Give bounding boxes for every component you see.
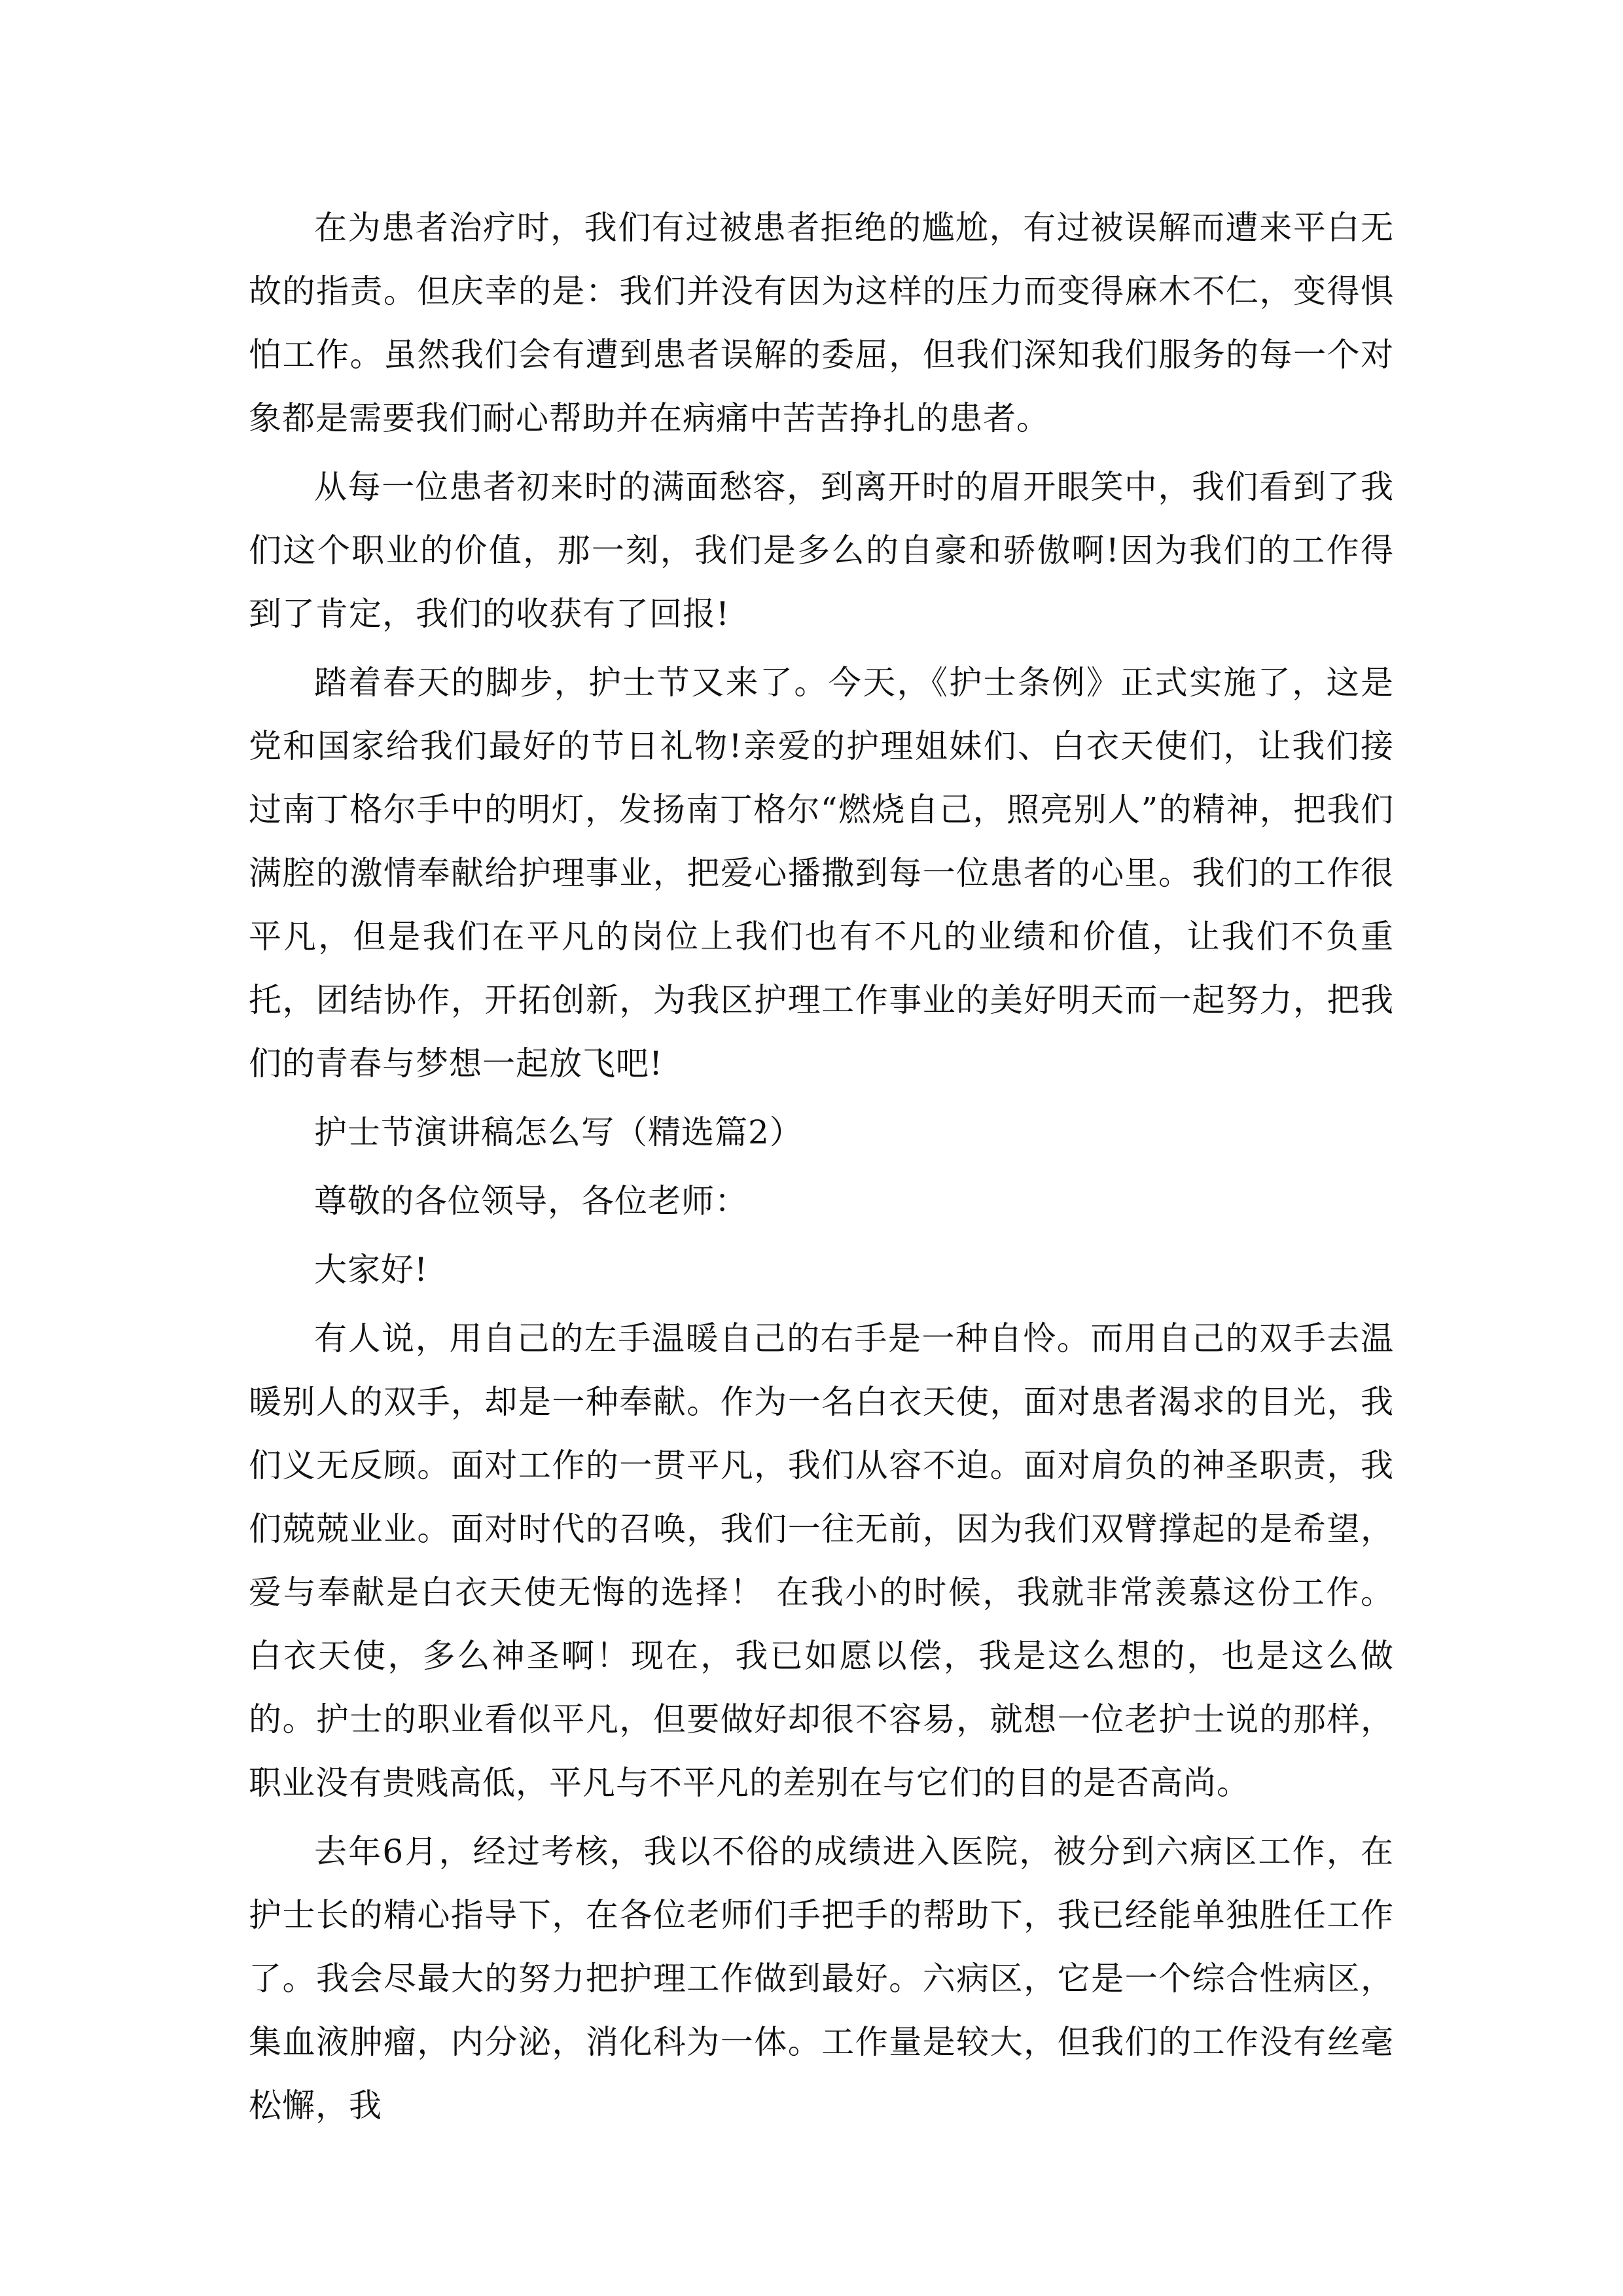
document-body [249, 196, 1394, 2138]
section-heading: 护士节演讲稿怎么写（精选篇2） [314, 1113, 803, 1151]
paragraph-1: 在为患者治疗时，我们有过被患者拒绝的尴尬，有过被误解而遭来平白无故的指责。但庆幸的是：我们并没有因为这样的压力而变得麻木不仁，变得惧怕工作。虽然我们会有遭到患者误解的委屈，但我们深知我们服务的每一个对象都是需要我们耐心帮助并在病痛中苦苦挣扎的患者。 [249, 209, 1394, 437]
paragraph-4: 有人说，用自己的左手温暖自己的右手是一种自怜。而用自己的双手去温暖别人的双手，却是一种奉献。作为一名白衣天使，面对患者渴求的目光，我们义无反顾。面对工作的一贯平凡，我们从容不迫。面对肩负的神圣职责，我们兢兢业业。面对时代的召唤，我们一往无前，因为我们双臂撑起的是希望，爱与奉献是白衣天使无悔的选择！ 在我小的时候，我就非常羡慕这份工作。白衣天使，多么神圣啊！现在，我已如愿以偿，我是这么想的，也是这么做的。护士的职业看似平凡，但要做好却很不容易，就想一位老护士说的那样，职业没有贵贱高低，平凡与不平凡的差别在与它们的目的是否高尚。 [249, 1319, 1394, 1802]
paragraph-2: 从每一位患者初来时的满面愁容，到离开时的眉开眼笑中，我们看到了我们这个职业的价值，那一刻，我们是多么的自豪和骄傲啊!因为我们的工作得到了肯定，我们的收获有了回报! [249, 468, 1394, 633]
paragraph-5: 去年6月，经过考核，我以不俗的成绩进入医院，被分到六病区工作，在护士长的精心指导下，在各位老师们手把手的帮助下，我已经能单独胜任工作了。我会尽最大的努力把护理工作做到最好。六病区，它是一个综合性病区，集血液肿瘤，内分泌，消化科为一体。工作量是较大，但我们的工作没有丝毫松懈，我 [249, 1833, 1394, 2125]
salutation: 尊敬的各位领导，各位老师： [314, 1182, 748, 1220]
greeting: 大家好! [314, 1251, 429, 1289]
paragraph-3: 踏着春天的脚步，护士节又来了。今天，《护士条例》正式实施了，这是党和国家给我们最好的节日礼物!亲爱的护理姐妹们、白衣天使们，让我们接过南丁格尔手中的明灯，发扬南丁格尔“燃烧自己，照亮别人”的精神，把我们满腔的激情奉献给护理事业，把爱心播撒到每一位患者的心里。我们的工作很平凡，但是我们在平凡的岗位上我们也有不凡的业绩和价值，让我们不负重托，团结协作，开拓创新，为我区护理工作事业的美好明天而一起努力，把我们的青春与梦想一起放飞吧! [249, 664, 1394, 1083]
